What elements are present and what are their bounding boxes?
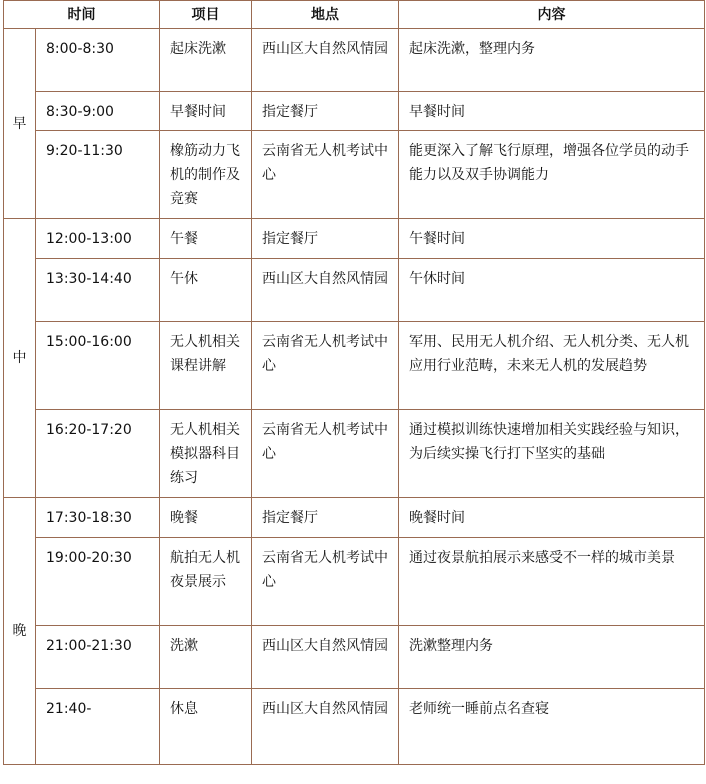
place-cell: 西山区大自然风情园 — [252, 29, 399, 92]
table-row — [4, 498, 705, 538]
item-cell: 无人机相关模拟器科目练习 — [160, 410, 252, 498]
content-cell: 军用、民用无人机介绍、无人机分类、无人机应用行业范畴，未来无人机的发展趋势 — [399, 322, 705, 410]
item-cell: 无人机相关课程讲解 — [160, 322, 252, 410]
place-cell: 西山区大自然风情园 — [252, 259, 399, 322]
time-cell: 12:00-13:00 — [36, 219, 160, 259]
content-cell: 通过模拟训练快速增加相关实践经验与知识，为后续实操飞行打下坚实的基础 — [399, 410, 705, 498]
content-cell: 老师统一睡前点名查寝 — [399, 689, 705, 765]
content-cell: 晚餐时间 — [399, 498, 705, 538]
time-cell: 9:20-11:30 — [36, 131, 160, 219]
item-cell: 起床洗漱 — [160, 29, 252, 92]
place-cell: 云南省无人机考试中心 — [252, 410, 399, 498]
item-cell: 橡筋动力飞机的制作及竞赛 — [160, 131, 252, 219]
table-row — [4, 626, 705, 689]
place-cell: 西山区大自然风情园 — [252, 626, 399, 689]
table-row — [4, 92, 705, 131]
header-item: 项目 — [160, 1, 252, 29]
place-cell: 云南省无人机考试中心 — [252, 322, 399, 410]
content-cell: 早餐时间 — [399, 92, 705, 131]
item-cell: 晚餐 — [160, 498, 252, 538]
item-cell: 午餐 — [160, 219, 252, 259]
period-label-evening: 晚 — [4, 498, 36, 765]
schedule-table — [3, 0, 705, 765]
place-cell: 云南省无人机考试中心 — [252, 538, 399, 626]
item-cell: 早餐时间 — [160, 92, 252, 131]
place-cell: 云南省无人机考试中心 — [252, 131, 399, 219]
content-cell: 能更深入了解飞行原理，增强各位学员的动手能力以及双手协调能力 — [399, 131, 705, 219]
time-cell: 13:30-14:40 — [36, 259, 160, 322]
content-cell: 洗漱整理内务 — [399, 626, 705, 689]
table-row — [4, 131, 705, 219]
table-row — [4, 538, 705, 626]
item-cell: 洗漱 — [160, 626, 252, 689]
time-cell: 21:00-21:30 — [36, 626, 160, 689]
table-row — [4, 259, 705, 322]
place-cell: 西山区大自然风情园 — [252, 689, 399, 765]
table-row — [4, 689, 705, 765]
table-row — [4, 219, 705, 259]
content-cell: 通过夜景航拍展示来感受不一样的城市美景 — [399, 538, 705, 626]
place-cell: 指定餐厅 — [252, 219, 399, 259]
content-cell: 午餐时间 — [399, 219, 705, 259]
header-place: 地点 — [252, 1, 399, 29]
time-cell: 8:00-8:30 — [36, 29, 160, 92]
time-cell: 17:30-18:30 — [36, 498, 160, 538]
content-cell: 起床洗漱，整理内务 — [399, 29, 705, 92]
time-cell: 16:20-17:20 — [36, 410, 160, 498]
time-cell: 8:30-9:00 — [36, 92, 160, 131]
item-cell: 航拍无人机夜景展示 — [160, 538, 252, 626]
period-label-noon: 中 — [4, 219, 36, 498]
time-cell: 15:00-16:00 — [36, 322, 160, 410]
item-cell: 午休 — [160, 259, 252, 322]
table-row — [4, 410, 705, 498]
header-content: 内容 — [399, 1, 705, 29]
place-cell: 指定餐厅 — [252, 92, 399, 131]
time-cell: 19:00-20:30 — [36, 538, 160, 626]
period-label-morning: 早 — [4, 29, 36, 219]
place-cell: 指定餐厅 — [252, 498, 399, 538]
table-row — [4, 29, 705, 92]
time-cell: 21:40- — [36, 689, 160, 765]
header-row — [4, 1, 705, 29]
header-time: 时间 — [4, 1, 160, 29]
content-cell: 午休时间 — [399, 259, 705, 322]
item-cell: 休息 — [160, 689, 252, 765]
table-row — [4, 322, 705, 410]
